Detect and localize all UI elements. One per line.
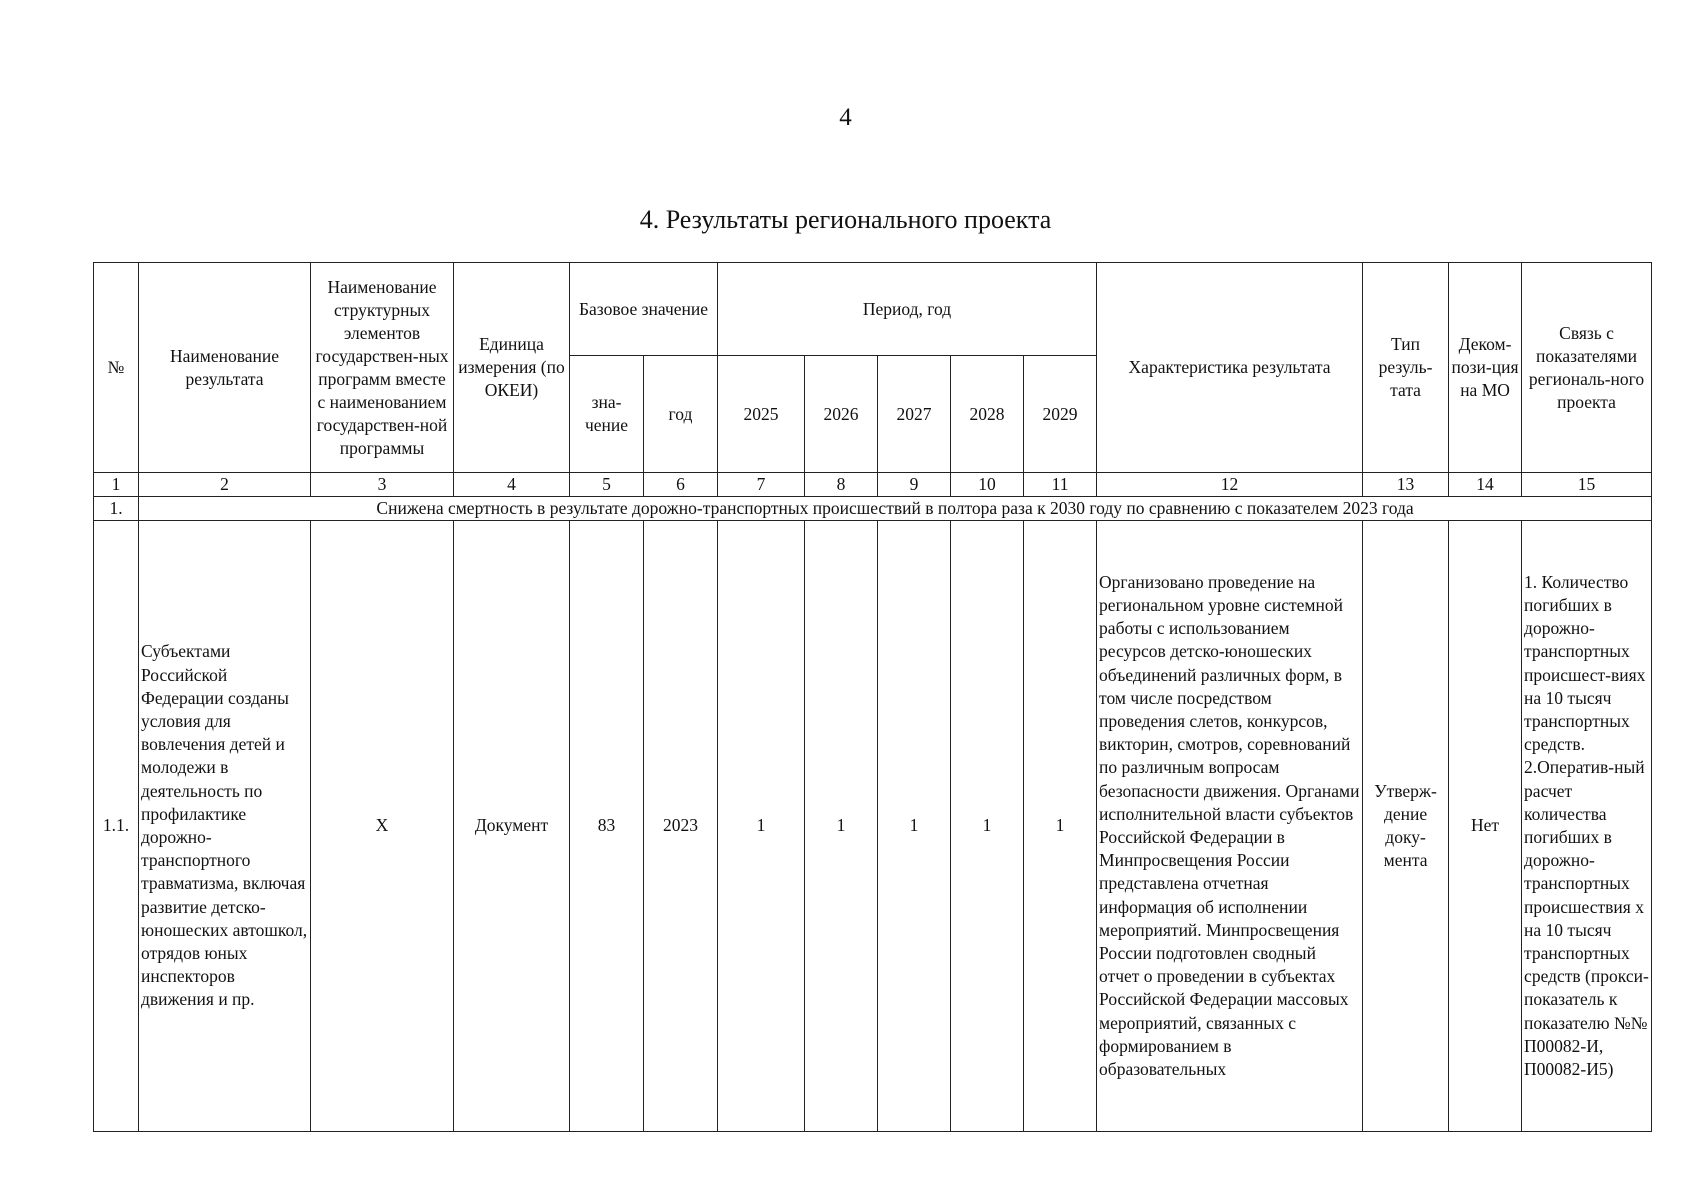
- decomposition-cell: Нет: [1449, 521, 1522, 1132]
- year-value-cell: 1: [878, 521, 951, 1132]
- header-structural: Наименование структурных элементов государствен-ных программ вместе с наименованием государствен-ной программы: [311, 263, 454, 473]
- year-value-cell: 1: [951, 521, 1024, 1132]
- column-number: 5: [570, 473, 644, 497]
- result-name: Субъектами Российской Федерации созданы условия для вовлечения детей и молодежи в деятельность по профилактике дорожно-транспортного травматизма, включая развитие детско-юношеских автошкол, отрядов юных инспекторов движения и пр.: [139, 521, 311, 1132]
- characteristic-cell: Организовано проведение на региональном уровне системной работы с использованием ресурсов детско-юношеских объединений различных форм, в том числе посредством проведения слетов, конкурсов, викторин, смотров, соревнований по различным вопросам безопасности движения. Органами исполнительной власти субъектов Российской Федерации в Минпросвещения России представлена отчетная информация об исполнении мероприятий. Минпросвещения России подготовлен сводный отчет о проведении в субъектах Российской Федерации массовых мероприятий, связанных с формированием в образовательных: [1097, 521, 1363, 1132]
- column-number: 12: [1097, 473, 1363, 497]
- base-year-cell: 2023: [644, 521, 718, 1132]
- column-number: 15: [1522, 473, 1652, 497]
- structural-element: Х: [311, 521, 454, 1132]
- table-row: [94, 521, 1652, 1132]
- header-link: Связь с показателями региональ-ного проекта: [1522, 263, 1652, 473]
- column-number: 13: [1363, 473, 1449, 497]
- column-number: 4: [454, 473, 570, 497]
- column-number: 10: [951, 473, 1024, 497]
- column-number: 14: [1449, 473, 1522, 497]
- column-number: 2: [139, 473, 311, 497]
- column-number: 1: [94, 473, 139, 497]
- section-number: 1.: [94, 497, 139, 521]
- page-number: 4: [839, 104, 852, 131]
- header-base-year: год: [644, 356, 718, 473]
- header-unit: Единица измерения (по ОКЕИ): [454, 263, 570, 473]
- header-year: 2028: [951, 356, 1024, 473]
- base-value-cell: 83: [570, 521, 644, 1132]
- year-value-cell: 1: [718, 521, 805, 1132]
- column-number: 7: [718, 473, 805, 497]
- header-num: №: [94, 263, 139, 473]
- section-text: Снижена смертность в результате дорожно-транспортных происшествий в полтора раза к 2030 году по сравнению с показателем 2023 года: [139, 497, 1652, 521]
- header-decomposition: Деком-пози-ция на МО: [1449, 263, 1522, 473]
- header-characteristic: Характеристика результата: [1097, 263, 1363, 473]
- link-cell: 1. Количество погибших в дорожно-транспортных происшест-виях на 10 тысяч транспортных средств. 2.Оператив-ный расчет количества погибших в дорожно-транспортных происшествия х на 10 тысяч транспортных средств (прокси-показатель к показателю №№ П00082-И, П00082-И5): [1522, 521, 1652, 1132]
- header-base: Базовое значение: [570, 263, 718, 356]
- column-number: 11: [1024, 473, 1097, 497]
- header-name: Наименование результата: [139, 263, 311, 473]
- row-number: 1.1.: [94, 521, 139, 1132]
- column-number: 9: [878, 473, 951, 497]
- header-year: 2026: [805, 356, 878, 473]
- column-number-row: [94, 473, 1652, 497]
- year-value-cell: 1: [805, 521, 878, 1132]
- unit-cell: Документ: [454, 521, 570, 1132]
- year-value-cell: 1: [1024, 521, 1097, 1132]
- header-row: [94, 263, 1652, 356]
- result-type-cell: Утверж-дение доку-мента: [1363, 521, 1449, 1132]
- section-title: 4. Результаты регионального проекта: [639, 205, 1052, 234]
- header-year: 2029: [1024, 356, 1097, 473]
- column-number: 8: [805, 473, 878, 497]
- header-type: Тип резуль-тата: [1363, 263, 1449, 473]
- column-number: 3: [311, 473, 454, 497]
- header-year: 2025: [718, 356, 805, 473]
- header-period: Период, год: [718, 263, 1097, 356]
- header-base-value: зна-чение: [570, 356, 644, 473]
- header-year: 2027: [878, 356, 951, 473]
- column-number: 6: [644, 473, 718, 497]
- results-table: [93, 262, 1652, 1132]
- section-row: [94, 497, 1652, 521]
